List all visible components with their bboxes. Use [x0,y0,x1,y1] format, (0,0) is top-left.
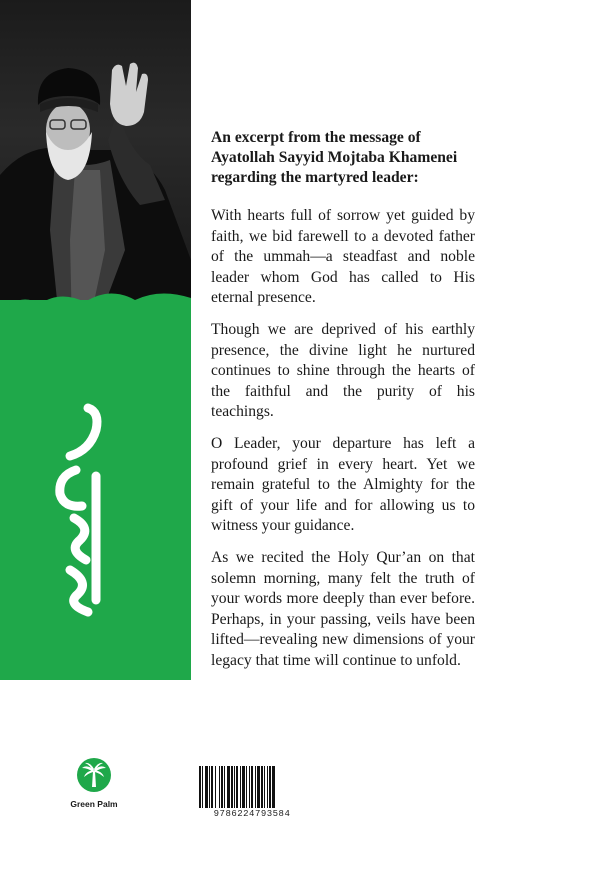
paragraph-3: O Leader, your departure has left a profound grief in every heart. Yet we remain grateful to the Almighty for the gift of your life and for allowing us to witness your guidance. [211,434,475,535]
barcode-bar [224,766,225,808]
excerpt-text [211,128,475,682]
barcode-bar [264,766,265,808]
barcode-bar [249,766,250,808]
barcode-bars [197,766,307,808]
barcode-bar [267,766,268,808]
barcode-bar [219,766,220,808]
publisher-logo [64,758,124,809]
barcode-bar [209,766,210,808]
paragraph-4: As we recited the Holy Qur’an on that solemn morning, many felt the truth of your words more deeply than ever before. Perhaps, in your passing, veils have been lifted—revealing new dimensions of your legacy that time will continue to unfold. [211,548,475,669]
barcode-bar [269,766,271,808]
barcode-bar [215,766,216,808]
palm-tree-icon [77,758,111,792]
calligraphy-signature [30,390,120,630]
barcode-bar [246,766,247,808]
leader-photo [0,0,191,330]
isbn-barcode [197,766,307,822]
barcode-bar [231,766,233,808]
barcode-bar [234,766,235,808]
barcode-bar [257,766,260,808]
barcode-bar [240,766,241,808]
barcode-bar [221,766,223,808]
barcode-bar [227,766,230,808]
barcode-bar [205,766,208,808]
publisher-name: Green Palm [70,799,118,809]
paragraph-1: With hearts full of sorrow yet guided by faith, we bid farewell to a devoted father of the ummah—a steadfast and noble leader whom God has called to His eternal presence. [211,207,475,307]
left-panel [0,0,191,680]
isbn-number: 9786224793584 [213,809,291,819]
barcode-bar [199,766,201,808]
paragraph-2: Though we are deprived of his earthly presence, the divine light he nurtured continues to shine through the hearts of the faithful and the purity of his teachings. [211,320,475,421]
barcode-bar [255,766,256,808]
excerpt-heading: An excerpt from the message of Ayatollah Sayyid Mojtaba Khamenei regarding the martyred leader: [211,129,458,186]
barcode-bar [236,766,238,808]
barcode-bar [272,766,275,808]
barcode-bar [261,766,263,808]
barcode-bar [251,766,253,808]
barcode-bar [211,766,213,808]
barcode-bar [242,766,245,808]
barcode-bar [202,766,203,808]
